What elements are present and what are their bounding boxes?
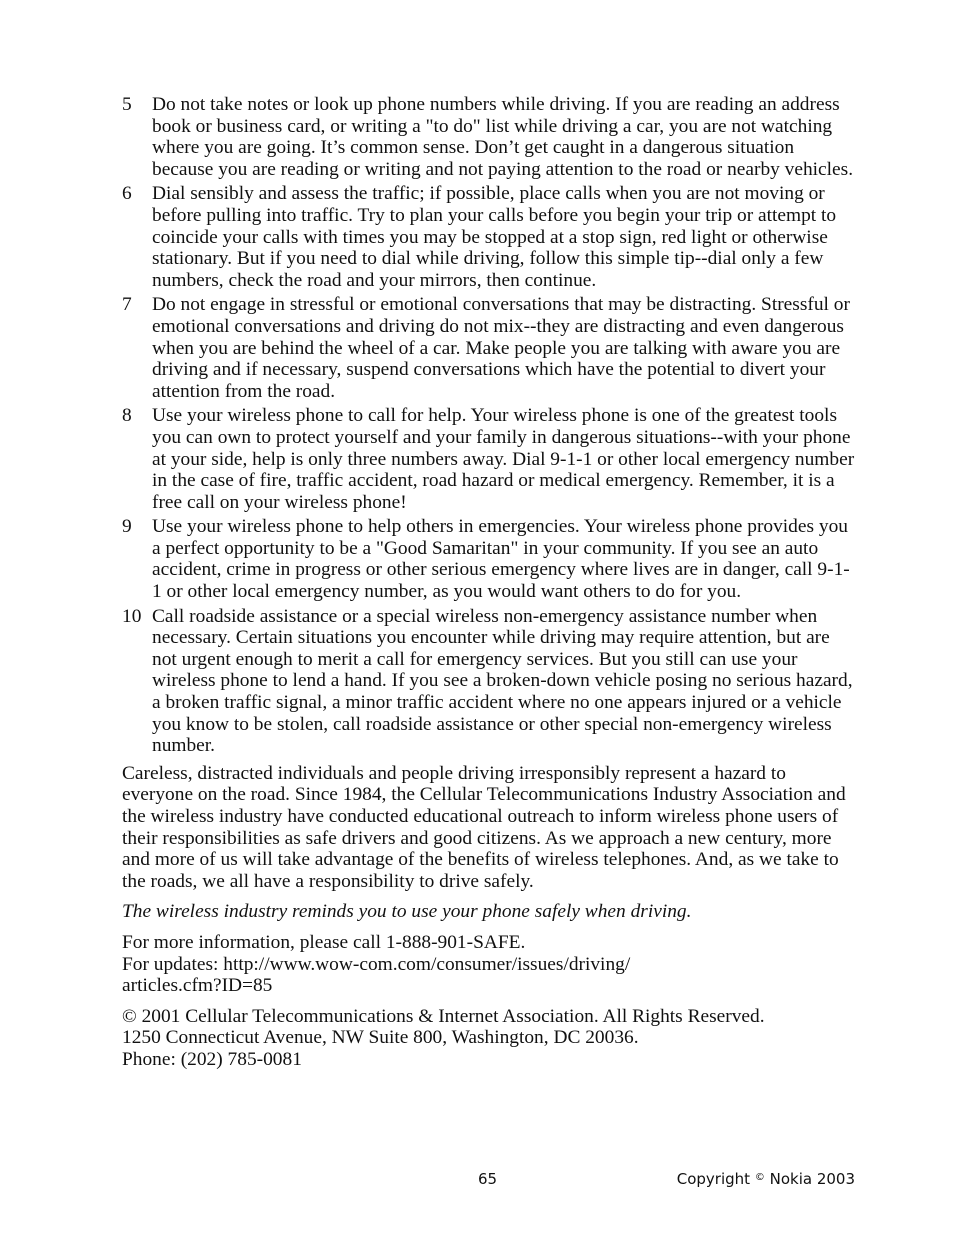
association-copyright <box>122 1006 858 1071</box>
list-item-number: 6 <box>122 183 132 205</box>
list-item-text: Use your wireless phone to call for help. Your wireless phone is one of the greatest tools you can own to protect yourself and your family in dangerous situations--with your phone at your side, help is only three numbers away. Dial 9-1-1 or other local emergency number in the case of fire, traffic accident, road hazard or medical emergency. Remember, it is a free call on your wireless phone! <box>152 405 855 513</box>
info-phone-line: For more information, please call 1-888-901-SAFE. <box>122 931 526 953</box>
list-item <box>122 516 858 602</box>
list-item <box>122 294 858 402</box>
list-item-text: Do not engage in stressful or emotional conversations that may be distracting. Stressful or emotional conversations and driving do not mix--they are distracting and even dangerous when you are behind the wheel of a car. Make people you are talking with aware you are driving and if necessary, suspend conversations which have the potential to divert your attention from the road. <box>152 294 850 402</box>
list-item <box>122 405 858 513</box>
list-item-text: Dial sensibly and assess the traffic; if possible, place calls when you are not moving or before pulling into traffic. Try to plan your calls before you begin your trip or attempt to coincide your calls with times you may be stopped at a stop sign, red light or otherwise stationary. But if you need to dial while driving, follow this simple tip--dial only a few numbers, check the road and your mirrors, then continue. <box>152 183 837 291</box>
footer-copyright-prefix: Copyright <box>676 1170 751 1188</box>
list-item-number: 5 <box>122 94 132 115</box>
list-item-text: Call roadside assistance or a special wireless non-emergency assistance number when necessary. Certain situations you encounter while driving may require attention, but are not urgent enough to merit a call for emergency services. But you still can use your wireless phone to lend a hand. If you see a broken-down vehicle posing no serious hazard, a broken traffic signal, a minor traffic accident where no one appears injured or a vehicle you know to be stolen, call roadside assistance or other special non-emergency wireless number. <box>152 605 853 757</box>
page-footer <box>0 1170 954 1192</box>
list-item-number: 8 <box>122 405 132 427</box>
safety-tips-list <box>122 94 858 757</box>
contact-info <box>122 932 858 997</box>
copyright-line: © 2001 Cellular Telecommunications & Internet Association. All Rights Reserved. <box>122 1005 765 1027</box>
list-item-number: 9 <box>122 516 132 538</box>
list-item-text: Do not take notes or look up phone numbers while driving. If you are reading an address book or business card, or writing a "to do" list while driving a car, you are not watching where you are going. It’s common sense. Don’t get caught in a dangerous situation because you are reading or writing and not paying attention to the road or nearby vehicles. <box>152 94 854 180</box>
footer-copyright <box>677 1170 855 1188</box>
closing-paragraph: Careless, distracted individuals and people driving irresponsibly represent a hazard to everyone on the road. Since 1984, the Cellular Telecommunications Industry Association and the wireless industry have conducted educational outreach to inform wireless phone users of their responsibilities as safe drivers and good citizens. As we approach a new century, more and more of us will take advantage of the benefits of wireless telephones. And, as we take to the roads, we all have a responsibility to drive safely. <box>122 762 846 892</box>
list-item-text: Use your wireless phone to help others in emergencies. Your wireless phone provides you a perfect opportunity to be a "Good Samaritan" in your community. If you see an auto accident, crime in progress or other serious emergency where lives are in danger, call 9-1-1 or other local emergency number, as you would want others to do for you. <box>152 516 850 603</box>
info-updates-line: For updates: http://www.wow-com.com/consumer/issues/driving/ <box>122 953 631 975</box>
copyright-symbol: © <box>754 1172 765 1183</box>
list-item-number: 10 <box>122 605 142 627</box>
footer-copyright-suffix: Nokia 2003 <box>769 1170 855 1188</box>
page-number: 65 <box>478 1170 498 1188</box>
phone-line: Phone: (202) 785-0081 <box>122 1048 302 1070</box>
address-line: 1250 Connecticut Avenue, NW Suite 800, Washington, DC 20036. <box>122 1027 639 1049</box>
list-item <box>122 606 858 757</box>
safety-reminder: The wireless industry reminds you to use your phone safely when driving. <box>122 901 692 923</box>
list-item <box>122 94 858 180</box>
document-page <box>122 94 858 1071</box>
info-updates-url-line: articles.cfm?ID=85 <box>122 975 273 997</box>
list-item <box>122 183 858 291</box>
list-item-number: 7 <box>122 294 132 316</box>
